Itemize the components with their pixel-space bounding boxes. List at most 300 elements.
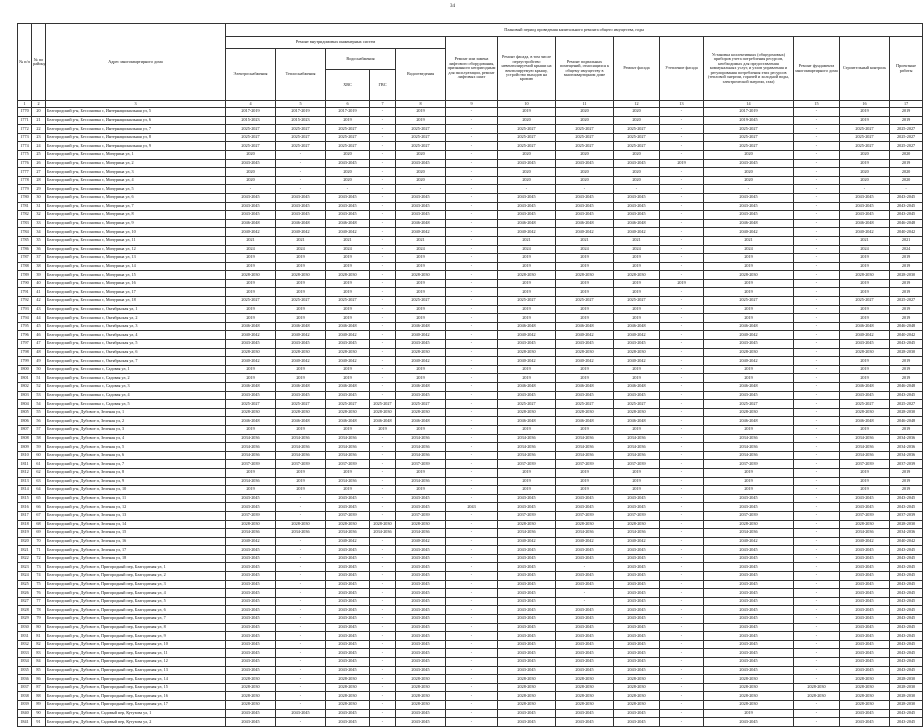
table-cell: 2019 xyxy=(556,288,614,297)
table-cell: 2043-2045 xyxy=(556,632,614,641)
table-cell: 2028-2030 xyxy=(396,683,446,692)
table-cell: 1779 xyxy=(18,185,32,194)
table-cell: 45 xyxy=(32,322,46,331)
table-cell: 2019 xyxy=(614,425,660,434)
table-cell: 33 xyxy=(32,219,46,228)
table-cell: 1809 xyxy=(18,443,32,452)
table-cell: 2019 xyxy=(326,314,370,323)
table-cell: - xyxy=(446,348,498,357)
table-cell: 2034-2036 xyxy=(556,529,614,538)
table-cell: - xyxy=(276,640,326,649)
table-cell: 71 xyxy=(32,546,46,555)
table-cell: - xyxy=(446,692,498,701)
table-cell: 2021 xyxy=(556,236,614,245)
table-cell: 2043-2045 xyxy=(704,589,794,598)
table-cell: 1771 xyxy=(18,116,32,125)
table-cell: 2019 xyxy=(326,305,370,314)
table-cell: - xyxy=(794,133,840,142)
table-cell: - xyxy=(446,529,498,538)
table-cell: 2040-2042 xyxy=(396,228,446,237)
table-cell: 2019 xyxy=(498,279,556,288)
table-cell: 2046-2048 xyxy=(396,417,446,426)
table-cell: 1831 xyxy=(18,632,32,641)
table-cell: - xyxy=(276,623,326,632)
table-cell: 2043-2045 xyxy=(498,606,556,615)
table-cell: 2028-2030 xyxy=(498,700,556,709)
table-cell: 46 xyxy=(32,331,46,340)
table-cell: 2043-2045 xyxy=(614,391,660,400)
table-cell: - xyxy=(446,116,498,125)
table-cell: 1789 xyxy=(18,271,32,280)
table-cell: - xyxy=(370,718,396,727)
table-cell: 2043-2045 xyxy=(326,193,370,202)
table-cell: 2043-2045 xyxy=(396,709,446,718)
table-cell: 2020 xyxy=(326,150,370,159)
table-cell: 2019 xyxy=(890,314,923,323)
table-cell: - xyxy=(446,365,498,374)
table-cell: - xyxy=(794,451,840,460)
table-cell: 2019 xyxy=(556,468,614,477)
table-cell: 2040-2042 xyxy=(276,228,326,237)
foundation-header: Ремонт фундамента многоквартирного дома xyxy=(794,37,840,101)
table-cell: 2019 xyxy=(396,254,446,263)
table-cell: 2043-2045 xyxy=(556,340,614,349)
table-cell: 2019 xyxy=(498,288,556,297)
table-cell: 2043-2045 xyxy=(890,709,923,718)
table-cell: - xyxy=(660,546,704,555)
table-cell: - xyxy=(660,451,704,460)
table-cell: - xyxy=(794,159,840,168)
table-cell: - xyxy=(794,150,840,159)
table-cell: - xyxy=(446,288,498,297)
table-row xyxy=(18,288,923,297)
table-cell: 2025-2027 xyxy=(396,142,446,151)
table-cell: 2028-2030 xyxy=(556,675,614,684)
table-cell: 2028-2030 xyxy=(226,408,276,417)
table-cell: 2019 xyxy=(890,425,923,434)
table-cell: 75 xyxy=(32,580,46,589)
table-cell: - xyxy=(276,700,326,709)
table-cell: - xyxy=(370,374,396,383)
address-cell: Белгородский р-н, Бессоновка с, Мичурина ул, 10 xyxy=(46,228,226,237)
table-cell: 1773 xyxy=(18,133,32,142)
table-cell: 2043-2045 xyxy=(614,580,660,589)
table-cell: 2025-2027 xyxy=(326,400,370,409)
table-cell: 2043-2045 xyxy=(704,597,794,606)
table-cell: 2020 xyxy=(614,176,660,185)
address-cell: Белгородский р-н, Бессоновка с, Октябрьская ул, 2 xyxy=(46,314,226,323)
table-cell: 2034-2036 xyxy=(890,434,923,443)
table-cell: 21 xyxy=(32,116,46,125)
table-cell: 2019 xyxy=(326,116,370,125)
table-cell: - xyxy=(794,640,840,649)
table-cell: 2028-2030 xyxy=(326,271,370,280)
table-cell: 2043-2045 xyxy=(498,632,556,641)
table-cell: 2019 xyxy=(226,262,276,271)
table-cell: 2034-2036 xyxy=(556,434,614,443)
table-cell: 2043-2045 xyxy=(396,623,446,632)
table-cell: - xyxy=(660,400,704,409)
table-cell: 2028-2030 xyxy=(226,692,276,701)
table-cell: - xyxy=(370,245,396,254)
table-cell: - xyxy=(276,159,326,168)
table-cell: 1828 xyxy=(18,606,32,615)
table-cell: 1783 xyxy=(18,219,32,228)
address-cell: Белгородский р-н, Дубовое п, Садовый пер, Кутузова ул, 1 xyxy=(46,709,226,718)
table-cell: - xyxy=(446,331,498,340)
table-cell: - xyxy=(556,597,614,606)
address-cell: Белгородский р-н, Дубовое п, Зеленая ул, 6 xyxy=(46,451,226,460)
table-cell: 2024 xyxy=(840,245,890,254)
table-cell: - xyxy=(370,348,396,357)
table-cell: - xyxy=(556,589,614,598)
table-cell: 2019 xyxy=(396,365,446,374)
table-cell: - xyxy=(446,374,498,383)
table-cell: 2043-2045 xyxy=(704,391,794,400)
table-cell: - xyxy=(660,597,704,606)
table-cell: 2046-2048 xyxy=(840,417,890,426)
table-cell: 70 xyxy=(32,537,46,546)
table-cell: 2028-2030 xyxy=(498,675,556,684)
table-cell: 1798 xyxy=(18,348,32,357)
table-row xyxy=(18,142,923,151)
table-cell: 2019 xyxy=(614,254,660,263)
table-cell: 2037-2039 xyxy=(396,460,446,469)
table-cell: - xyxy=(446,425,498,434)
table-cell: 2020 xyxy=(226,176,276,185)
table-cell: 76 xyxy=(32,589,46,598)
table-cell: 2043-2045 xyxy=(226,709,276,718)
table-cell: 2043-2045 xyxy=(498,615,556,624)
table-cell: 2025-2027 xyxy=(704,125,794,134)
table-row xyxy=(18,623,923,632)
table-cell: - xyxy=(794,125,840,134)
table-cell: 2025-2027 xyxy=(326,125,370,134)
table-cell: 2019 xyxy=(226,374,276,383)
table-cell: - xyxy=(370,211,396,220)
address-cell: Белгородский р-н, Бессоновка с, Мичурина ул, 18 xyxy=(46,297,226,306)
table-cell: 2043-2045 xyxy=(396,546,446,555)
address-cell: Белгородский р-н, Бессоновка с, Мичурина ул, 6 xyxy=(46,193,226,202)
table-cell: 83 xyxy=(32,649,46,658)
table-cell: - xyxy=(660,116,704,125)
table-cell: - xyxy=(794,262,840,271)
table-cell: 1772 xyxy=(18,125,32,134)
table-cell: 2043-2045 xyxy=(890,632,923,641)
table-cell: 2037-2039 xyxy=(704,460,794,469)
table-cell: 2019 xyxy=(396,314,446,323)
table-cell: 2034-2036 xyxy=(326,451,370,460)
table-cell: 2034-2036 xyxy=(396,434,446,443)
table-cell: 2043-2045 xyxy=(614,554,660,563)
table-cell: - xyxy=(370,133,396,142)
table-cell: 2034-2036 xyxy=(370,529,396,538)
table-cell: 2043-2045 xyxy=(396,340,446,349)
table-cell: 2046-2048 xyxy=(840,219,890,228)
table-cell: 2015-2023 xyxy=(226,116,276,125)
roof-header: Ремонт фасада, в том числе переустройство невентилируемой крыши на вентилируемую крышу, устройство выходов на кровлю xyxy=(498,37,556,101)
table-cell: 2034-2036 xyxy=(226,434,276,443)
table-cell: 44 xyxy=(32,314,46,323)
table-cell: - xyxy=(794,554,840,563)
table-cell: - xyxy=(446,245,498,254)
table-row xyxy=(18,434,923,443)
table-cell: 2028-2030 xyxy=(276,348,326,357)
water-header: Водоснабжения xyxy=(326,49,396,70)
table-cell: 1813 xyxy=(18,477,32,486)
address-cell: Белгородский р-н, Бессоновка с, Мичурина ул, 3 xyxy=(46,168,226,177)
table-cell: 85 xyxy=(32,666,46,675)
table-cell: 2043-2045 xyxy=(226,159,276,168)
table-cell: 2043-2045 xyxy=(226,193,276,202)
table-row xyxy=(18,116,923,125)
table-cell: - xyxy=(446,150,498,159)
table-cell: - xyxy=(370,580,396,589)
table-cell: 2020 xyxy=(226,150,276,159)
table-cell: - xyxy=(446,443,498,452)
table-cell: - xyxy=(370,700,396,709)
table-cell: 2043-2045 xyxy=(556,391,614,400)
table-cell: - xyxy=(446,477,498,486)
table-cell: - xyxy=(660,709,704,718)
table-cell: 2043-2045 xyxy=(704,494,794,503)
table-cell: - xyxy=(794,202,840,211)
table-cell: 2028-2030 xyxy=(276,271,326,280)
table-cell: - xyxy=(794,185,840,194)
table-cell: 2025-2027 xyxy=(396,400,446,409)
basement-header: Ремонт подвальных помещений, относящихся к общему имуществу в многоквартирном доме xyxy=(556,37,614,101)
table-cell: 1826 xyxy=(18,589,32,598)
address-cell: Белгородский р-н, Дубовое п, Пригородный пер, Благодатная ул, 17 xyxy=(46,700,226,709)
address-cell: Белгородский р-н, Бессоновка с, Садовая ул, 4 xyxy=(46,391,226,400)
table-cell: 2019 xyxy=(660,159,704,168)
table-cell: 2028-2030 xyxy=(556,348,614,357)
table-cell: 2034-2036 xyxy=(704,451,794,460)
table-cell: 2043-2045 xyxy=(614,159,660,168)
table-cell: 2043-2045 xyxy=(890,623,923,632)
table-cell: - xyxy=(660,202,704,211)
table-cell: 2043-2045 xyxy=(326,391,370,400)
table-cell: - xyxy=(370,632,396,641)
table-cell: 2043-2045 xyxy=(498,580,556,589)
table-cell: - xyxy=(660,649,704,658)
table-cell: 2043-2045 xyxy=(890,494,923,503)
table-cell: 2034-2036 xyxy=(396,443,446,452)
table-cell: - xyxy=(660,425,704,434)
table-cell: 2019 xyxy=(396,288,446,297)
table-cell: 2037-2039 xyxy=(276,460,326,469)
address-cell: Белгородский р-н, Бессоновка с, Октябрьская ул, 5 xyxy=(46,340,226,349)
table-row xyxy=(18,546,923,555)
table-cell: 2019 xyxy=(660,279,704,288)
table-cell: 2040-2042 xyxy=(326,331,370,340)
table-cell: 1799 xyxy=(18,357,32,366)
table-cell: 1833 xyxy=(18,649,32,658)
table-cell: 2046-2048 xyxy=(396,219,446,228)
address-cell: Белгородский р-н, Дубовое п, Пригородный пер, Благодатная ул, 11 xyxy=(46,649,226,658)
table-cell: 1819 xyxy=(18,529,32,538)
table-cell: 2040-2042 xyxy=(498,331,556,340)
table-cell: 2034-2036 xyxy=(226,477,276,486)
table-cell: - xyxy=(794,537,840,546)
address-cell: Белгородский р-н, Бессоновка с, Октябрьская ул, 4 xyxy=(46,331,226,340)
table-cell: 2019 xyxy=(614,314,660,323)
table-cell: 88 xyxy=(32,692,46,701)
table-cell: - xyxy=(660,236,704,245)
table-cell: 2034-2036 xyxy=(326,477,370,486)
table-cell: 2043-2045 xyxy=(396,666,446,675)
table-cell: 2043-2045 xyxy=(396,658,446,667)
table-cell: 2043-2045 xyxy=(556,658,614,667)
insulation-header: Утепление фасада xyxy=(660,37,704,101)
address-cell: Белгородский р-н, Бессоновка с, Мичурина ул, 9 xyxy=(46,219,226,228)
table-cell: 2034-2036 xyxy=(226,529,276,538)
table-row xyxy=(18,219,923,228)
table-cell: 2040-2042 xyxy=(840,537,890,546)
column-number: 16 xyxy=(840,101,890,108)
table-cell: - xyxy=(794,709,840,718)
table-cell: 1841 xyxy=(18,718,32,727)
table-cell: 2046-2048 xyxy=(326,383,370,392)
table-cell: - xyxy=(370,125,396,134)
table-cell: - xyxy=(370,503,396,512)
table-cell: 2025-2027 xyxy=(498,297,556,306)
table-cell: 2019 xyxy=(498,365,556,374)
address-cell: Белгородский р-н, Дубовое п, Пригородный пер, Благодатная ул, 1 xyxy=(46,563,226,572)
table-cell: - xyxy=(446,211,498,220)
table-cell: 2034-2036 xyxy=(704,529,794,538)
table-cell: 62 xyxy=(32,468,46,477)
table-cell: - xyxy=(370,640,396,649)
table-row xyxy=(18,176,923,185)
table-cell: 2020 xyxy=(614,150,660,159)
table-cell: 2043-2045 xyxy=(498,563,556,572)
table-cell: - xyxy=(794,348,840,357)
table-cell: 2019 xyxy=(840,254,890,263)
table-cell: 2043-2045 xyxy=(614,615,660,624)
table-cell: 2019 xyxy=(840,486,890,495)
table-cell: 2046-2048 xyxy=(890,383,923,392)
table-cell: 2034-2036 xyxy=(890,443,923,452)
table-cell: - xyxy=(370,623,396,632)
table-cell: 2043-2045 xyxy=(326,589,370,598)
table-cell: 2028-2030 xyxy=(704,692,794,701)
table-cell: 2043-2045 xyxy=(326,666,370,675)
table-cell: 2043-2045 xyxy=(556,193,614,202)
column-number: 7 xyxy=(370,101,396,108)
table-cell: 1774 xyxy=(18,142,32,151)
address-cell: Белгородский р-н, Бессоновка с, Интернациональная ул, 9 xyxy=(46,142,226,151)
table-cell: - xyxy=(226,185,276,194)
table-cell: 2043-2045 xyxy=(614,606,660,615)
table-cell: 2019 xyxy=(840,305,890,314)
address-cell: Белгородский р-н, Дубовое п, Зеленая ул, 3 xyxy=(46,425,226,434)
table-cell: 2019 xyxy=(556,374,614,383)
table-cell: - xyxy=(794,580,840,589)
table-cell: 2046-2048 xyxy=(326,322,370,331)
address-cell: Белгородский р-н, Бессоновка с, Мичурина ул, 2 xyxy=(46,159,226,168)
table-cell: - xyxy=(794,589,840,598)
table-cell: 28 xyxy=(32,176,46,185)
table-cell: - xyxy=(794,649,840,658)
table-cell: 2046-2048 xyxy=(704,219,794,228)
table-cell: 2043-2045 xyxy=(890,718,923,727)
table-cell: 2028-2030 xyxy=(614,271,660,280)
table-cell: 2043-2045 xyxy=(704,554,794,563)
col-number-header: № п/п xyxy=(18,24,32,101)
table-cell: 2043-2045 xyxy=(890,563,923,572)
table-cell: - xyxy=(370,168,396,177)
table-cell: 2046-2048 xyxy=(276,383,326,392)
table-cell: - xyxy=(794,477,840,486)
table-cell: 2043-2045 xyxy=(556,709,614,718)
table-cell: - xyxy=(370,219,396,228)
table-cell: 79 xyxy=(32,615,46,624)
table-cell: 2043-2045 xyxy=(840,718,890,727)
table-cell: 2043-2045 xyxy=(614,563,660,572)
table-cell: 2028-2030 xyxy=(326,675,370,684)
address-cell: Белгородский р-н, Дубовое п, Пригородный пер, Благодатная ул, 4 xyxy=(46,589,226,598)
table-row xyxy=(18,193,923,202)
table-cell: - xyxy=(660,108,704,117)
table-cell: 57 xyxy=(32,425,46,434)
table-cell: 73 xyxy=(32,563,46,572)
table-cell: - xyxy=(276,632,326,641)
table-cell: 2019 xyxy=(704,477,794,486)
table-cell: - xyxy=(660,408,704,417)
table-cell: - xyxy=(370,709,396,718)
address-cell: Белгородский р-н, Дубовое п, Зеленая ул, 18 xyxy=(46,554,226,563)
table-cell: - xyxy=(446,408,498,417)
table-cell: 2043-2045 xyxy=(614,658,660,667)
table-cell: 2043-2045 xyxy=(840,623,890,632)
table-cell: 2019 xyxy=(840,116,890,125)
table-cell: 2040-2042 xyxy=(226,537,276,546)
table-row xyxy=(18,271,923,280)
table-cell: - xyxy=(794,425,840,434)
table-cell: 2019 xyxy=(326,262,370,271)
table-cell: 2046-2048 xyxy=(890,219,923,228)
table-cell: 2043-2045 xyxy=(840,615,890,624)
table-row xyxy=(18,658,923,667)
table-cell: 2025-2027 xyxy=(614,125,660,134)
table-cell: 2024 xyxy=(276,245,326,254)
table-cell: - xyxy=(840,185,890,194)
table-cell: - xyxy=(446,305,498,314)
table-cell: 2043-2045 xyxy=(326,563,370,572)
table-cell: - xyxy=(446,675,498,684)
table-cell: - xyxy=(660,133,704,142)
table-cell: - xyxy=(660,623,704,632)
table-cell: - xyxy=(660,563,704,572)
table-cell: 1837 xyxy=(18,683,32,692)
table-cell: - xyxy=(370,279,396,288)
table-cell: 2019 xyxy=(840,314,890,323)
table-cell: 2043-2045 xyxy=(704,718,794,727)
table-cell: - xyxy=(446,649,498,658)
table-cell: 2037-2039 xyxy=(840,460,890,469)
table-cell: 2043-2045 xyxy=(704,563,794,572)
table-cell: 2046-2048 xyxy=(498,322,556,331)
table-cell: 2040-2042 xyxy=(326,228,370,237)
table-cell: - xyxy=(276,683,326,692)
table-cell: 2019 xyxy=(226,365,276,374)
table-row xyxy=(18,331,923,340)
table-cell: 2019 xyxy=(556,314,614,323)
table-cell: 2043-2045 xyxy=(704,193,794,202)
table-cell: - xyxy=(370,202,396,211)
table-cell: 2043-2045 xyxy=(226,391,276,400)
